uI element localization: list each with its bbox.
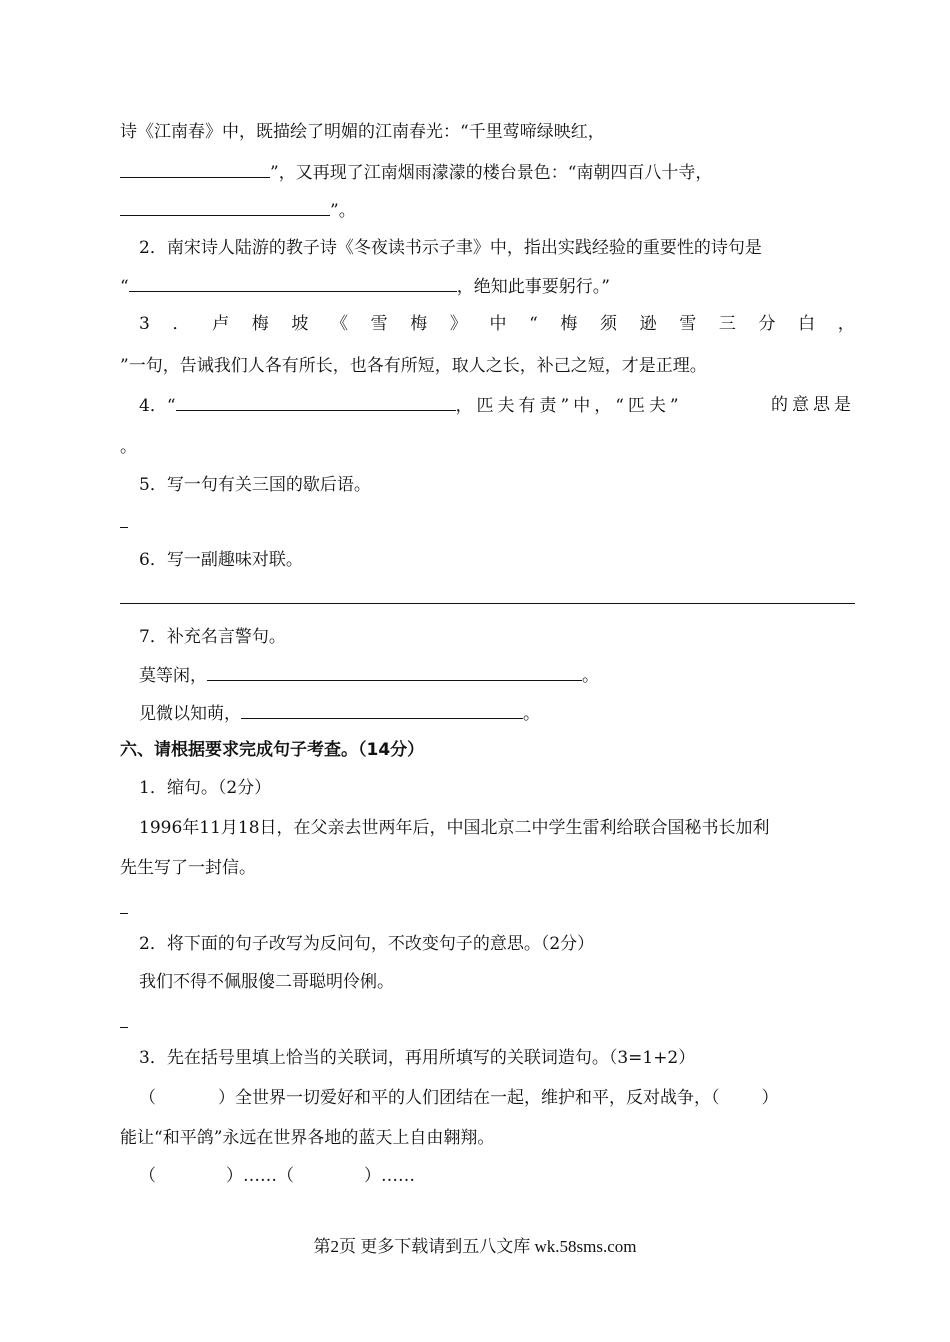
sentence-question-3: 3．先在括号里填上恰当的关联词，再用所填写的关联词造句。（3=1+2） — [139, 1048, 696, 1068]
page-footer: 第2页 更多下载请到五八文库 wk.58sms.com — [313, 1237, 637, 1256]
sentence-1-text: 1996年11月18日，在父亲去世两年后，中国北京二中学生雷利给联合国秘书长加利 — [139, 818, 770, 838]
answer-blank[interactable] — [207, 664, 582, 681]
answer-blank[interactable] — [129, 275, 457, 292]
question-2: 2．南宋诗人陆游的教子诗《冬夜读书示子聿》中，指出实践经验的重要性的诗句是 — [139, 238, 762, 258]
sentence-2-text: 我们不得不佩服傻二哥聪明伶俐。 — [139, 972, 394, 992]
intro-line-1: 诗《江南春》中，既描绘了明媚的江南春光：“千里莺啼绿映红， — [120, 122, 605, 142]
question-3: 3 ． 卢 梅 坡 《 雪 梅 》 中 “ 梅 须 逊 雪 三 分 白 ， — [139, 314, 855, 334]
question-7: 7．补充名言警句。 — [139, 627, 286, 647]
intro-line-3: ”。 — [120, 199, 356, 222]
sentence-3-pattern: （ ）……（ ）…… — [139, 1166, 415, 1186]
answer-blank[interactable] — [120, 161, 270, 178]
answer-dash[interactable] — [120, 1027, 128, 1028]
sentence-3-text: （ ）全世界一切爱好和平的人们团结在一起，维护和平，反对战争，（ ） — [139, 1088, 779, 1108]
answer-dash[interactable] — [120, 527, 128, 528]
answer-dash[interactable] — [120, 913, 128, 914]
question-4: 4．“ ，匹夫有责”中，“匹夫” 的意思是 — [139, 395, 855, 416]
question-6: 6．写一副趣味对联。 — [139, 550, 303, 570]
question-7-b: 见微以知萌， 。 — [139, 704, 540, 724]
section-heading: 六、请根据要求完成句子考查。（14分） — [120, 740, 425, 760]
question-2-line-2: “ ，绝知此事要躬行。” — [120, 277, 610, 297]
question-3-line-2: ”一句，告诫我们人各有所长，也各有所短，取人之长，补己之短，才是正理。 — [120, 356, 707, 376]
question-5: 5．写一句有关三国的歇后语。 — [139, 475, 371, 495]
answer-blank[interactable] — [176, 394, 456, 411]
sentence-question-2: 2．将下面的句子改写为反问句，不改变句子的意思。（2分） — [139, 934, 595, 954]
answer-blank[interactable] — [241, 702, 523, 719]
sentence-3-text-2: 能让“和平鸽”永远在世界各地的蓝天上自由翱翔。 — [120, 1128, 495, 1148]
sentence-question-1: 1．缩句。（2分） — [139, 778, 272, 798]
question-4-line-2: 。 — [120, 437, 137, 457]
answer-blank[interactable] — [120, 199, 330, 216]
question-7-a: 莫等闲， 。 — [139, 666, 599, 686]
intro-line-2: ”，又再现了江南烟雨濛濛的楼台景色：“南朝四百八十寺， — [120, 161, 712, 184]
answer-line[interactable] — [120, 603, 855, 604]
sentence-1-text-2: 先生写了一封信。 — [120, 858, 256, 878]
